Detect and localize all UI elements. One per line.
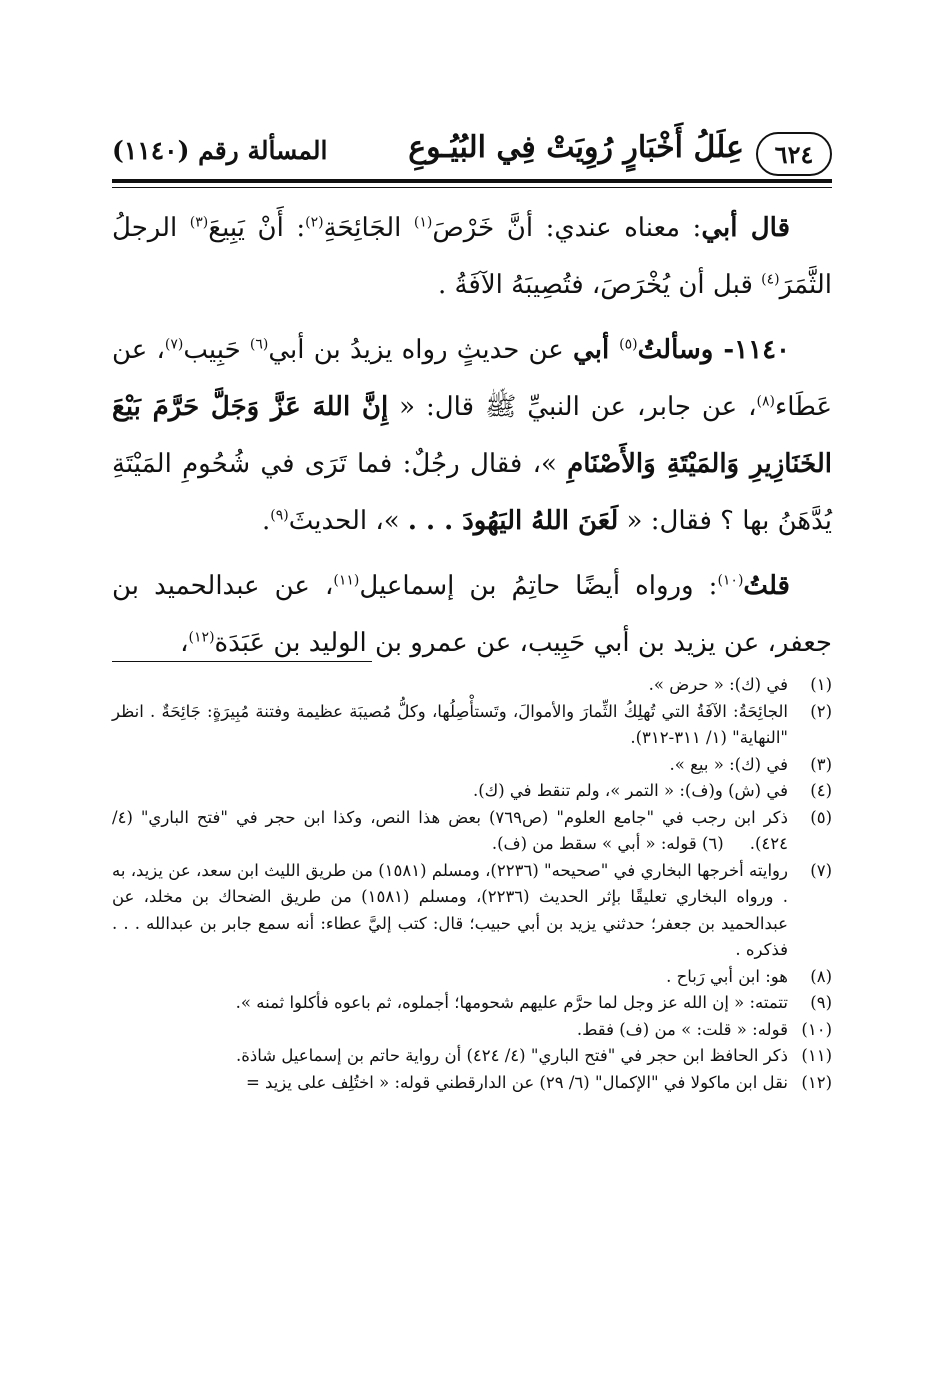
footnote-ref: (٨)	[756, 393, 775, 410]
footnote-number: (٣)	[810, 754, 832, 774]
footnote-ref: (١٠)	[717, 572, 744, 589]
footnotes	[112, 672, 832, 1096]
header-rule-thin	[112, 187, 832, 188]
footnote-text: الجائِحَةُ: الآفَةُ التي تُهلِكُ الثِّمارَ والأموالَ، وتَستأْصِلُها، وكلُّ مُصيبَة عظيمة وفتنة مُبِيرَةٍ: جَائِحَةٌ . انظر "النهاية" (١/ ٣١١-٣١٢).	[112, 701, 788, 747]
footnote	[112, 752, 832, 779]
footnote-number: (٦)	[701, 834, 724, 853]
footnote	[112, 858, 832, 964]
main-text	[112, 200, 832, 672]
paragraph-1: قال أبي: معناه عندي: أنَّ خَرْصَ$^{(١)}$ الجَائِحَةِ$^{(٢)}$: أَنْ يَبِيعَ$^{(٣)}$ الرجلُ الثَّمَرَ$^{(٤)}$ قبل أن يُخْرَصَ، فتُصِيبَهُ الآفَةُ .	[112, 213, 832, 300]
footnote-text: هو: ابن أبي رَباح .	[666, 966, 788, 986]
footnote-number: (١)	[810, 675, 832, 694]
paragraph-2: ١١٤٠- وسألتُ$^{(٥)}$ أبي عن حديثٍ رواه يزيدُ بن أبي$^{(٦)}$ حَبِيب$^{(٧)}$، عن عَطَاء$^{(٨)}$، عن جابر، عن النبيِّ ﷺ قال: « إِنَّ اللهَ عَزَّ وَجَلَّ حَرَّمَ بَيْعَ الخَنَازِيرِ وَالمَيْتَةِ وَالأَصْنَامِ »، فقال رجُلٌ: فما تَرَى في شُحُومِ المَيْتَةِ يُدَّهَنُ بها ؟ فقال: « لَعَنَ اللهُ اليَهُودَ . . . »، الحديثَ$^{(٩)}$.	[112, 335, 832, 536]
footnote-number: (٩)	[810, 993, 832, 1012]
hadith-text: لَعَنَ اللهُ اليَهُودَ . . .	[407, 506, 619, 536]
issue-label: المسألة رقم (١١٤٠)	[112, 136, 328, 165]
footnote-number: (٢)	[810, 701, 832, 721]
footnote	[112, 1043, 832, 1070]
footnote-number: (١٢)	[801, 1072, 832, 1092]
footnote	[112, 778, 832, 805]
author-comment: قلتُ	[743, 571, 790, 601]
page-header	[112, 128, 832, 180]
footnote-ref: (١)	[413, 214, 433, 231]
issue-number: ١١٤٠- وسألتُ	[637, 335, 791, 365]
footnote-number: (٧)	[810, 860, 832, 880]
paragraph-3: قلتُ$^{(١٠)}$: ورواه أيضًا حاتِمُ بن إسماعيل$^{(١١)}$، عن عبدالحميد بن جعفر، عن يزيد بن أبي حَبِيب، عن عمرو بن الوليد بن عَبَدَة$^{(١٢)}$،	[112, 571, 832, 658]
footnote	[112, 672, 832, 699]
footnote-text: نقل ابن ماكولا في "الإكمال" (٦/ ٢٩) عن الدارقطني قوله: « اختُلِف على يزيد =	[245, 1072, 788, 1092]
footnote-number: (١١)	[801, 1046, 832, 1065]
footnote-ref: (٧)	[164, 336, 184, 353]
footnote-text: في (ش) و(ف): « التمر »، ولم تنقط في (ك).	[472, 781, 788, 800]
footnote-text: ذكر ابن رجب في "جامع العلوم" (ص٧٦٩) بعض هذا النص، وكذا ابن حجر في "فتح الباري" (٤/ ٤٢٤).	[112, 807, 788, 853]
speaker: قال أبي	[701, 213, 790, 243]
footnote-ref: (١١)	[333, 572, 360, 589]
footnote	[112, 1017, 832, 1044]
footnote-number: (٤)	[810, 781, 832, 800]
footnote-ref: (٩)	[270, 507, 289, 524]
footnote	[112, 805, 832, 858]
footnote	[112, 1070, 832, 1097]
footnote	[112, 990, 832, 1017]
hadith-text: إِنَّ اللهَ عَزَّ وَجَلَّ حَرَّمَ بَيْعَ الخَنَازِيرِ وَالمَيْتَةِ وَالأَصْنَامِ	[112, 392, 832, 479]
footnote-ref: (٤)	[761, 271, 780, 288]
page-number-badge	[756, 132, 832, 176]
footnote-number: (٨)	[810, 966, 832, 986]
header-rule-thick	[112, 179, 832, 183]
footnote-number: (٥)	[810, 807, 832, 827]
footnote-number: (١٠)	[801, 1019, 832, 1039]
footnote	[112, 964, 832, 991]
footnote-text: في (ك): « بيع ».	[669, 754, 788, 774]
footnote-separator	[112, 661, 372, 662]
footnote-ref: (٥)	[619, 336, 638, 353]
book-title: عِلَلُ أَخْبَارٍ رُوِيَتْ فِي البُيُـوعِ	[408, 130, 744, 165]
footnote-text: قوله: « أبي » سقط من (ف).	[491, 834, 697, 853]
footnote-ref: (٦)	[249, 336, 269, 353]
footnote-ref: (١٢)	[188, 629, 215, 646]
footnote	[112, 699, 832, 752]
footnote-ref: (٢)	[305, 214, 324, 231]
footnote-text: في (ك): « حرض ».	[648, 675, 788, 694]
footnote-text: تتمته: « إن الله عز وجل لما حرَّم عليهم شحومها؛ أجملوه، ثم باعوه فأكلوا ثمنه ».	[235, 993, 788, 1012]
footnote-text: روايته أخرجها البخاري في "صحيحه" (٢٢٣٦)، ومسلم (١٥٨١) من طريق الليث ابن سعد، عن يزيد، به . ورواه البخاري تعليقًا بإثر الحديث (٢٢٣٦)، ومسلم (١٥٨١) من طريق الضحاك بن مخلد، عن عبدالحميد بن جعفر؛ حدثني يزيد بن أبي حبيب؛ قال: كتب إليَّ عطاء: أنه سمع جابر بن عبدالله . . . فذكره .	[112, 860, 789, 959]
footnote-ref: (٣)	[189, 214, 209, 231]
footnote-text: قوله: « قلت: » من (ف) فقط.	[576, 1019, 788, 1039]
page-number: ٦٢٤	[774, 139, 814, 169]
footnote-text: ذكر الحافظ ابن حجر في "فتح الباري" (٤/ ٤٢٤) أن رواية حاتم بن إسماعيل شاذة.	[235, 1046, 788, 1065]
